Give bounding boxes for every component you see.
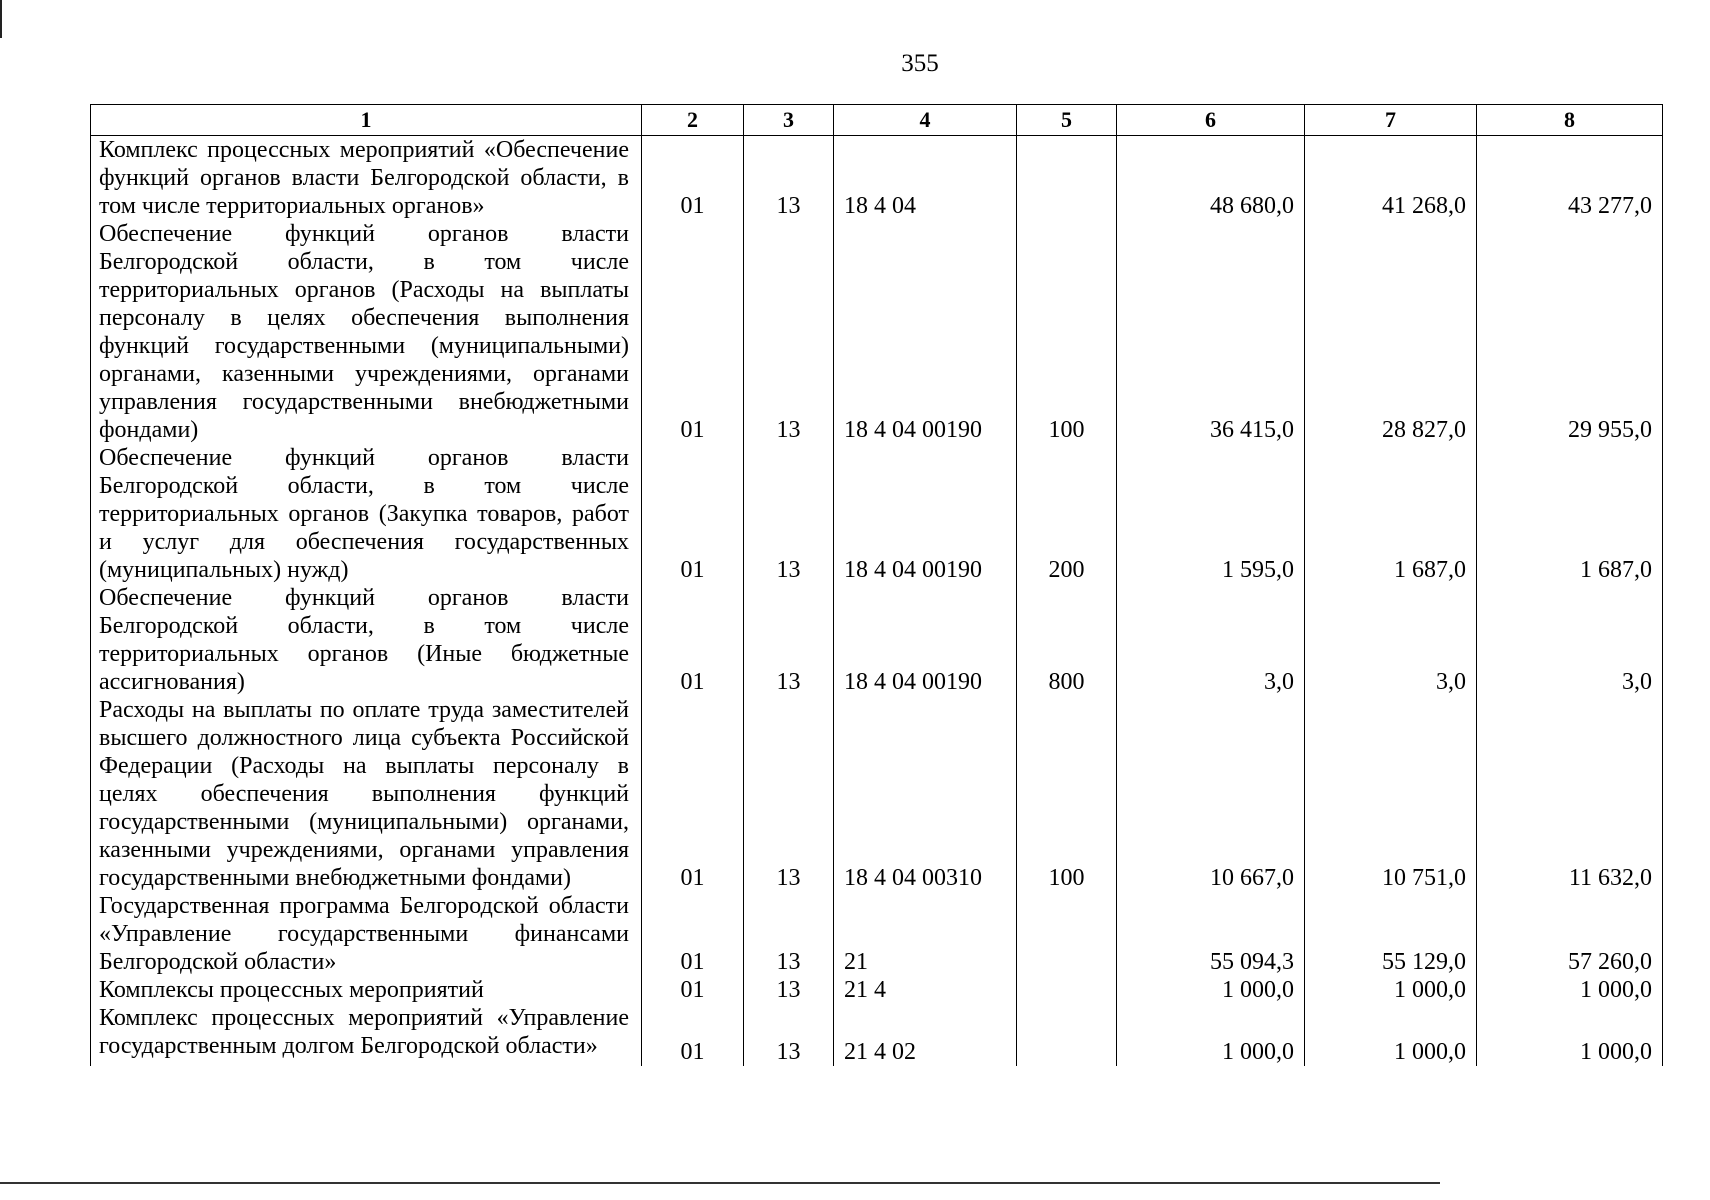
row-section: 01 [642,584,744,696]
row-expense-type [1017,892,1117,976]
row-section: 01 [642,892,744,976]
table-row [91,696,1663,892]
row-amount-col8: 29 955,0 [1477,220,1663,444]
row-amount-col8: 1 000,0 [1477,976,1663,1004]
row-amount-col6: 3,0 [1117,584,1305,696]
row-target-code: 18 4 04 00310 [834,696,1017,892]
row-name: Комплексы процессных мероприятий [91,976,642,1004]
table-row [91,444,1663,584]
row-expense-type: 800 [1017,584,1117,696]
row-amount-col6: 36 415,0 [1117,220,1305,444]
budget-table-container [90,104,1663,1066]
row-name: Обеспечение функций органов власти Белгородской области, в том числе территориальных органов (Закупка товаров, работ и услуг для обеспечения государственных (муниципальных) нужд) [91,444,642,584]
row-amount-col7: 28 827,0 [1305,220,1477,444]
row-section: 01 [642,220,744,444]
row-amount-col7: 3,0 [1305,584,1477,696]
row-amount-col6: 10 667,0 [1117,696,1305,892]
header-col-8: 8 [1477,105,1663,136]
row-subsection: 13 [744,444,834,584]
row-subsection: 13 [744,1004,834,1066]
table-row [91,892,1663,976]
row-target-code: 21 4 [834,976,1017,1004]
row-name: Обеспечение функций органов власти Белгородской области, в том числе территориальных органов (Расходы на выплаты персоналу в целях обеспечения выполнения функций государственными (муниципальными) органами, казенными учреждениями, органами управления государственными внебюджетными фондами) [91,220,642,444]
row-target-code: 18 4 04 00190 [834,444,1017,584]
budget-table [90,104,1663,1066]
row-subsection: 13 [744,892,834,976]
table-row [91,976,1663,1004]
row-section: 01 [642,696,744,892]
row-subsection: 13 [744,976,834,1004]
page-number: 355 [901,50,939,77]
scan-edge-mark [0,0,2,38]
header-col-6: 6 [1117,105,1305,136]
row-amount-col6: 1 595,0 [1117,444,1305,584]
row-expense-type [1017,136,1117,221]
row-expense-type: 200 [1017,444,1117,584]
row-target-code: 21 [834,892,1017,976]
row-subsection: 13 [744,220,834,444]
row-amount-col7: 1 000,0 [1305,976,1477,1004]
row-name: Комплекс процессных мероприятий «Управление государственным долгом Белгородской области» [91,1004,642,1066]
row-subsection: 13 [744,136,834,221]
row-amount-col7: 10 751,0 [1305,696,1477,892]
row-subsection: 13 [744,696,834,892]
row-target-code: 21 4 02 [834,1004,1017,1066]
row-amount-col8: 1 000,0 [1477,1004,1663,1066]
row-section: 01 [642,1004,744,1066]
header-col-7: 7 [1305,105,1477,136]
row-amount-col8: 1 687,0 [1477,444,1663,584]
row-amount-col7: 1 687,0 [1305,444,1477,584]
row-amount-col6: 48 680,0 [1117,136,1305,221]
row-name: Обеспечение функций органов власти Белгородской области, в том числе территориальных органов (Иные бюджетные ассигнования) [91,584,642,696]
row-amount-col8: 3,0 [1477,584,1663,696]
row-amount-col8: 57 260,0 [1477,892,1663,976]
table-row [91,1004,1663,1066]
header-col-1: 1 [91,105,642,136]
header-col-2: 2 [642,105,744,136]
row-target-code: 18 4 04 00190 [834,220,1017,444]
row-name: Государственная программа Белгородской области «Управление государственными финансами Белгородской области» [91,892,642,976]
row-amount-col6: 1 000,0 [1117,976,1305,1004]
row-amount-col7: 55 129,0 [1305,892,1477,976]
row-expense-type [1017,976,1117,1004]
header-col-4: 4 [834,105,1017,136]
table-row [91,136,1663,221]
row-expense-type: 100 [1017,696,1117,892]
row-amount-col8: 43 277,0 [1477,136,1663,221]
row-name: Расходы на выплаты по оплате труда заместителей высшего должностного лица субъекта Российской Федерации (Расходы на выплаты персоналу в целях обеспечения выполнения функций государственными (муниципальными) органами, казенными учреждениями, органами управления государственными внебюджетными фондами) [91,696,642,892]
row-section: 01 [642,976,744,1004]
row-amount-col7: 1 000,0 [1305,1004,1477,1066]
row-amount-col7: 41 268,0 [1305,136,1477,221]
row-expense-type: 100 [1017,220,1117,444]
row-target-code: 18 4 04 00190 [834,584,1017,696]
table-row [91,584,1663,696]
header-row [91,105,1663,136]
row-section: 01 [642,136,744,221]
table-row [91,220,1663,444]
row-amount-col6: 55 094,3 [1117,892,1305,976]
header-col-5: 5 [1017,105,1117,136]
row-target-code: 18 4 04 [834,136,1017,221]
row-amount-col8: 11 632,0 [1477,696,1663,892]
scan-bottom-line [0,1182,1440,1184]
row-name: Комплекс процессных мероприятий «Обеспечение функций органов власти Белгородской области, в том числе территориальных органов» [91,136,642,221]
row-subsection: 13 [744,584,834,696]
header-col-3: 3 [744,105,834,136]
row-amount-col6: 1 000,0 [1117,1004,1305,1066]
row-section: 01 [642,444,744,584]
row-expense-type [1017,1004,1117,1066]
